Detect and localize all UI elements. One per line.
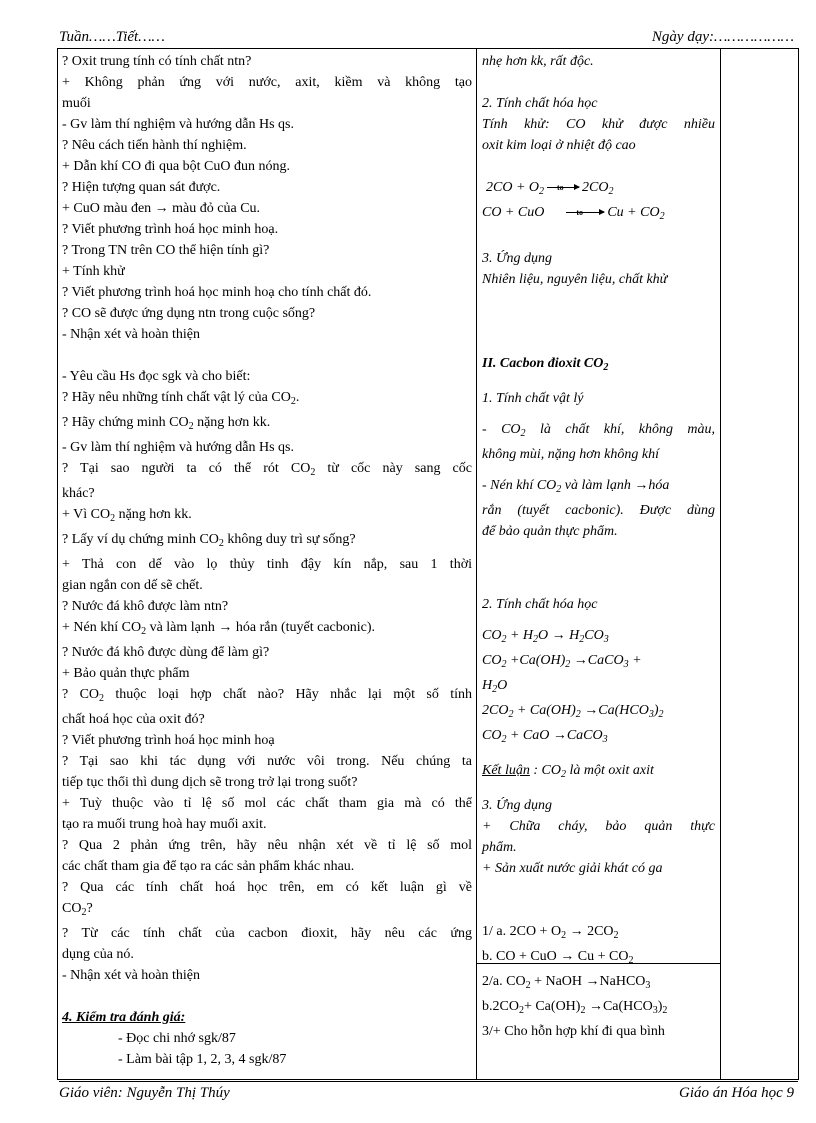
text-line: + Chữa cháy, bảo quản thực (482, 819, 715, 834)
text-line: ? Viết phương trình hoá học minh hoạ cho tính chất đó. (62, 285, 372, 300)
text-line: - Gv làm thí nghiệm và hướng dẫn Hs qs. (62, 117, 294, 132)
text-line: phẩm. (482, 840, 517, 855)
equation-co-cuo: CO + CuO to $Cu + CO_2$ (482, 205, 665, 222)
text-line: các chất tham gia để tạo ra các sản phẩm khác nhau. (62, 859, 355, 874)
text-line: ? Oxit trung tính có tính chất ntn? (62, 54, 252, 69)
equation-co2-caoh2: $CO_2 +Ca(OH)_2$ →CaCO$_3$ + (482, 653, 642, 670)
text-line: ? CO sẽ được ứng dụng ntn trong cuộc sống? (62, 306, 316, 321)
text-line: để bảo quản thực phẩm. (482, 524, 618, 539)
page-header (59, 27, 798, 49)
text-line: - Yêu cầu Hs đọc sgk và cho biết: (62, 369, 251, 384)
text-line: gian ngắn con dế sẽ chết. (62, 578, 203, 593)
section-4-title: 4. Kiểm tra đánh giá: (62, 1010, 186, 1025)
text-line: ? Qua 2 phản ứng trên, hãy nêu nhận xét về tỉ lệ số mol (62, 838, 472, 853)
text-line: + CuO màu đen → màu đỏ của Cu. (62, 201, 261, 216)
text-line: muối (62, 96, 91, 111)
text-line: oxit kim loại ở nhiệt độ cao (482, 138, 636, 153)
text-line: ? Qua các tính chất hoá học trên, em có kết luận gì về (62, 880, 472, 895)
text-line: - Đọc chi nhớ sgk/87 (118, 1031, 236, 1046)
text-line: ? Viết phương trình hoá học minh hoạ (62, 733, 275, 748)
text-line: ? Trong TN trên CO thể hiện tính gì? (62, 243, 270, 258)
heading-physical-properties: 1. Tính chất vật lý (482, 391, 584, 406)
text-line: chất hoá học của oxit đó? (62, 712, 205, 727)
arrow-icon: to (547, 187, 579, 188)
text-line: ? Nước đá khô được dùng để làm gì? (62, 645, 270, 660)
lesson-table (57, 48, 799, 1080)
equation-co-o2: $2CO + O_2$ to $2CO_2$ (486, 180, 614, 197)
equation-co2-h2o: $CO_2 + H_2O \to H_2CO_3$ (482, 628, 609, 645)
conclusion-line: Kết luận : $CO_2$ là một oxit axit (482, 763, 654, 780)
text-line: + Nén khí $CO_2$ và làm lạnh → hóa rắn (tuyết cacbonic). (62, 620, 376, 637)
text-line: khác? (62, 486, 95, 501)
equation-co2-cao: $CO_2$ + CaO →CaCO$_3$ (482, 728, 608, 745)
text-line: tạo ra muối trung hoà hay muối axit. (62, 817, 267, 832)
text-line: $CO_2$? (62, 901, 93, 918)
answer-3: 3/+ Cho hỗn hợp khí đi qua bình (482, 1024, 665, 1039)
answer-1b: b. CO + CuO → $Cu + CO_2$ (482, 949, 634, 966)
text-line: - Nhận xét và hoàn thiện (62, 968, 201, 983)
text-line: + Không phản ứng với nước, axit, kiềm và không tạo (62, 75, 472, 90)
text-line: + Sản xuất nước giải khát có ga (482, 861, 663, 876)
text-line: + Tính khử (62, 264, 125, 279)
text-line: + Bảo quản thực phẩm (62, 666, 190, 681)
text-line: Nhiên liệu, nguyên liệu, chất khử (482, 272, 668, 287)
text-line: + Tuỳ thuộc vào tỉ lệ số mol các chất tham gia mà có thể (62, 796, 472, 811)
footer-teacher: Giáo viên: Nguyễn Thị Thúy (59, 1085, 230, 1101)
text-line: + Dẫn khí CO đi qua bột CuO đun nóng. (62, 159, 290, 174)
teacher-student-activities (62, 51, 472, 1070)
text-line: $H_2O$ (482, 678, 508, 695)
header-week-lesson: Tuần……Tiết…… (59, 29, 165, 45)
text-line: ? Từ các tính chất của cacbon đioxit, hãy nêu các ứng (62, 926, 472, 941)
text-line: - Gv làm thí nghiệm và hướng dẫn Hs qs. (62, 440, 294, 455)
arrow-icon: to (566, 212, 604, 213)
header-teaching-date: Ngày dạy:……………… (651, 29, 794, 45)
text-line: - Nhận xét và hoàn thiện (62, 327, 201, 342)
column-divider-2 (720, 49, 721, 1079)
text-line: Tính khử: CO khử được nhiều (482, 117, 715, 132)
heading-chemical-properties-co: 2. Tính chất hóa học (482, 96, 598, 111)
answer-2a: 2/a. $CO_2$ + NaOH →NaHCO$_3$ (482, 974, 651, 991)
text-line: ? Viết phương trình hoá học minh hoạ. (62, 222, 279, 237)
heading-applications-co2: 3. Ứng dụng (482, 798, 553, 813)
text-line: ? Hãy nêu những tính chất vật lý của $CO_2$. (62, 390, 300, 407)
text-line: rắn (tuyết cacbonic). Được dùng (482, 503, 715, 518)
text-line: không mùi, nặng hơn không khí (482, 447, 660, 462)
text-line: ? Hãy chứng minh $CO_2$ nặng hơn kk. (62, 415, 271, 432)
text-line: - Nén khí $CO_2$ và làm lạnh →hóa (482, 478, 670, 495)
text-line: - $CO_2$ là chất khí, không màu, (482, 422, 715, 439)
heading-carbon-dioxide: II. Cacbon đioxit $CO_2$ (482, 356, 609, 373)
text-line: ? Lấy ví dụ chứng minh $CO_2$ không duy trì sự sống? (62, 532, 356, 549)
heading-chemical-properties-co2: 2. Tính chất hóa học (482, 597, 598, 612)
text-line: ? Tại sao người ta có thể rót $CO_2$ từ cốc này sang cốc (62, 461, 472, 478)
text-line: ? Nêu cách tiến hành thí nghiệm. (62, 138, 247, 153)
text-line: + Vì $CO_2$ nặng hơn kk. (62, 507, 192, 524)
page-footer (59, 1081, 798, 1103)
text-line: + Thả con dế vào lọ thủy tinh đậy kín nắp, sau 1 thời (62, 557, 472, 572)
text-line: ? Tại sao khi tác dụng với nước vôi trong. Nếu chúng ta (62, 754, 472, 769)
text-line: nhẹ hơn kk, rất độc. (482, 54, 594, 69)
footer-subject: Giáo án Hóa học 9 (679, 1085, 794, 1101)
text-line: dụng của nó. (62, 947, 134, 962)
column-divider-1 (476, 49, 477, 1079)
equation-2co2-caoh2: $2CO_2 + Ca(OH)_2 \to Ca(HCO_3)_2$ (482, 703, 664, 720)
answer-2b: $b.2CO_2+ Ca(OH)_2 \to Ca(HCO_3)_2$ (482, 999, 668, 1016)
text-line: ? $CO_2$ thuộc loại hợp chất nào? Hãy nhắc lại một số tính (62, 687, 472, 704)
text-line: ? Nước đá khô được làm ntn? (62, 599, 229, 614)
heading-applications-co: 3. Ứng dụng (482, 251, 553, 266)
text-line: ? Hiện tượng quan sát được. (62, 180, 221, 195)
lesson-content (482, 51, 715, 1042)
text-line: tiếp tục thổi thì dung dịch sẽ trong trở lại trong suốt? (62, 775, 358, 790)
text-line: - Làm bài tập 1, 2, 3, 4 sgk/87 (118, 1052, 287, 1067)
answer-1a: 1/ a. $2CO + O_2 \to 2CO_2$ (482, 924, 619, 941)
